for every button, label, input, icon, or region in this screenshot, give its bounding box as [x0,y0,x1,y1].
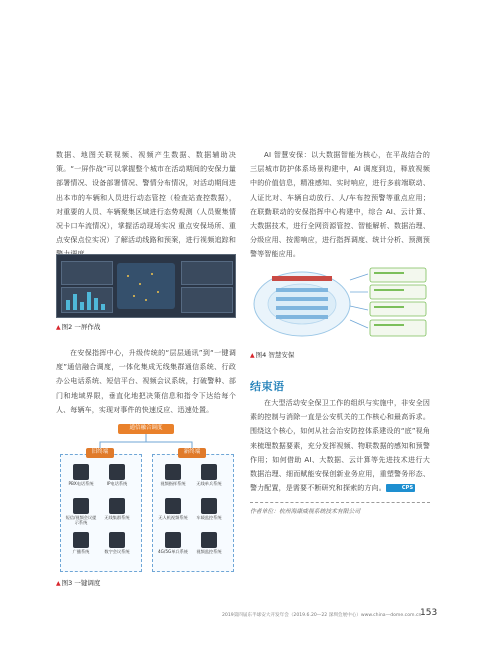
figure-one-screen-combat [56,254,236,318]
device-icon [165,464,181,480]
device-tile [100,464,134,486]
author-divider [250,502,430,503]
device-icon [201,532,217,548]
conclusion-text: 在大型活动安全保卫工作的组织与实施中，非安全因素的控制与消除一直是公安机关的工作核心和最高诉求。围绕这个核心，如何从社会治安防控体系建设的“底”视角来梳理数据要素，充分发挥视频、物联数据的感知和预警作用；如何借助 AI、大数据、云计算等先进技术进行大数据治理、细而赋能安保创新业务应用，重塑警务形态、警力配置，是需要不断研究和探索的方向。 [250,399,430,493]
smart-security-diagram [250,264,428,344]
device-label: 视频监控系统 [196,549,222,554]
dashboard-panel [181,261,233,285]
device-label: 短信/视频会议提示系统 [65,515,97,525]
device-tile [192,532,226,554]
device-tile [64,532,98,554]
device-tile [156,464,190,486]
legacy-terminal-label: 旧终端 [86,448,114,458]
device-tile [100,498,134,520]
device-tile [64,464,98,486]
device-icon [109,464,125,480]
device-tile [192,464,226,486]
device-label: 无线集群系统 [104,515,130,520]
device-tile [156,532,190,554]
device-icon [165,498,181,514]
device-icon [201,464,217,480]
device-icon [109,532,125,548]
device-tile [100,532,134,554]
device-icon [73,532,89,548]
device-tile [192,498,226,520]
device-label: 广播系统 [72,549,90,554]
conclusion-title: 结束语 [250,380,285,393]
left-paragraph-1: 数据、地图关联视频、视频产生数据、数据辅助决策。“一屏作战”可以掌握整个城市在活动期间的安保力量部署情况、设备部署情况、警情分布情况，对活动期间进出本市的车辆和人员进行动态管控（检查站查控数据），对重要的人员、车辆聚集区域进行态势观测（人员聚集情况卡口车流情况），掌握活动现场实况 重点安保场所、重点安保点位实况）了解活动线路和预案，进行视频追踪和 [56,151,236,245]
figure-4-caption: ▲图4 智慧安保 [250,351,295,359]
device-icon [73,498,89,514]
device-label: 无线单兵系统 [196,481,222,486]
cps-end-mark: CPS [386,484,415,492]
device-icon [109,498,125,514]
caption-marker-icon: ▲ [250,352,255,359]
left-column [56,148,236,262]
dashboard-bar-panel [61,287,113,313]
author-affiliation: 作者单位：杭州海康威视系统技术有限公司 [250,509,361,515]
dispatch-header: 通信融合调度 [118,424,174,434]
device-label: PBX电话系统 [68,481,94,486]
left-paragraph-2: 在安保指挥中心，升级传统的“层层通讯”到“一键调度”通信融合调度，一体化集成无线集群通信系统、行政办公电话系统、短信平台、视频会议系统，打破警种、部门和地域界限，垂直化地把决策信息和指令下达给每个人、每辆车，实现对事件的快速反应、迅速处置。 [56,349,236,414]
dashboard-panel [181,287,233,313]
conclusion-body [250,396,430,495]
page-number: 153 [420,608,438,618]
right-paragraph-1: AI 智慧安保：以大数据智能为核心，在平战结合的三层城市防护体系场景构建中，AI 调度到边，释放视频中的价值信息，精准感知、实时响应，进行多前端联动、人证比对、车辆自动放行、人/车布控预警等重点应用；在联勤联动的安保指挥中心构建中，综合 AI、云计算、大数据技术，进行全网资源管控、智能解析、数据治理、分级应用、按需响应，进行指挥调度、统计分析、预测预警等智能应用。 [250,151,430,259]
dashboard-panel [61,261,113,285]
caption-marker-icon: ▲ [56,580,61,587]
device-label: 数字会议系统 [104,549,130,554]
device-label: 无人机视频系统 [158,515,188,520]
caption-marker-icon: ▲ [56,324,61,331]
device-icon [165,532,181,548]
device-icon [73,464,89,480]
figure-3-caption: ▲图3 一键调度 [56,579,101,587]
device-label: IP电话系统 [106,481,128,486]
left-column-lower [56,346,236,417]
dashboard-map [117,263,175,309]
device-label: 4G/5G单兵系统 [158,549,188,554]
device-icon [201,498,217,514]
device-label: 车载监控系统 [196,515,222,520]
figure-smart-security [250,264,428,344]
device-label: 视频指挥系统 [160,481,186,486]
page-footer: 2019第四届东半球安大开发年会（2019.6.20—22 深圳会展中心）www.china—dome.com.cn [222,613,422,618]
figure-2-caption: ▲图2 一屏作战 [56,323,101,331]
new-terminal-label: 新终端 [178,448,206,458]
figure-one-key-dispatch [56,424,236,572]
device-tile [64,498,98,525]
right-column [250,148,430,262]
device-tile [156,498,190,520]
